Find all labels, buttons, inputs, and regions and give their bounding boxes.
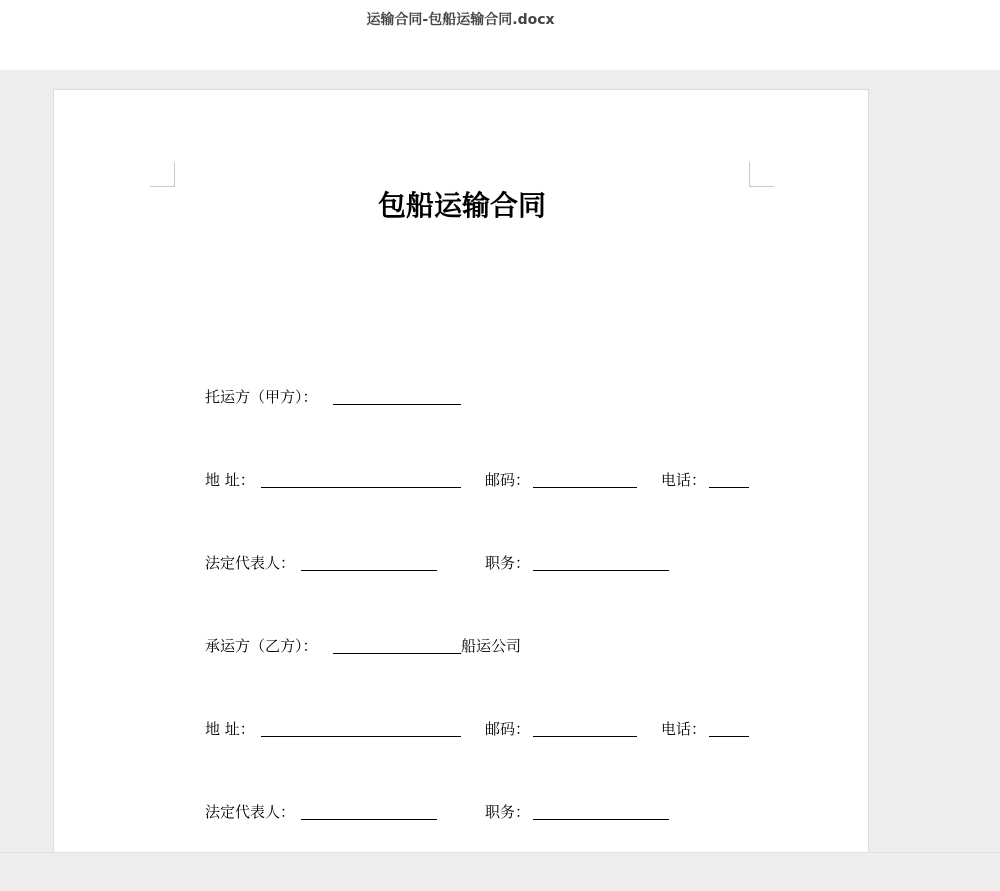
party-b-name-blank xyxy=(333,653,461,654)
party-a-name-blank xyxy=(333,404,461,405)
party-b-suffix: 船运公司 xyxy=(461,637,522,655)
party-b-position-blank xyxy=(533,819,669,820)
party-b-legal-rep-label: 法定代表人： xyxy=(205,803,296,821)
party-b-position-label: 职务： xyxy=(485,803,531,821)
party-a-phone-label: 电话： xyxy=(661,471,707,489)
party-b-phone-blank xyxy=(709,736,749,737)
party-b-address-blank xyxy=(261,736,461,737)
party-a-legal-rep-blank xyxy=(301,570,437,571)
party-b-postcode-label: 邮码： xyxy=(485,720,531,738)
party-a-phone-blank xyxy=(709,487,749,488)
party-b-address-label: 地 址： xyxy=(205,720,255,738)
margin-corner-marker-right xyxy=(749,162,774,187)
document-title: 包船运输合同 xyxy=(377,189,546,222)
party-a-position-blank xyxy=(533,570,669,571)
party-a-label: 托运方（甲方）： xyxy=(205,388,318,406)
title-bar xyxy=(0,0,1000,70)
document-filename: 运输合同-包船运输合同.docx xyxy=(366,12,555,28)
party-b-legal-rep-blank xyxy=(301,819,437,820)
party-a-address-blank xyxy=(261,487,461,488)
party-b-postcode-blank xyxy=(533,736,637,737)
party-a-postcode-blank xyxy=(533,487,637,488)
party-a-address-label: 地 址： xyxy=(205,471,255,489)
party-b-phone-label: 电话： xyxy=(661,720,707,738)
party-a-position-label: 职务： xyxy=(485,554,531,572)
margin-corner-marker-left xyxy=(150,162,175,187)
party-a-legal-rep-label: 法定代表人： xyxy=(205,554,296,572)
bottom-bar xyxy=(0,852,1000,891)
document-page xyxy=(53,89,869,890)
party-a-postcode-label: 邮码： xyxy=(485,471,531,489)
party-b-label: 承运方（乙方）： xyxy=(205,637,318,655)
